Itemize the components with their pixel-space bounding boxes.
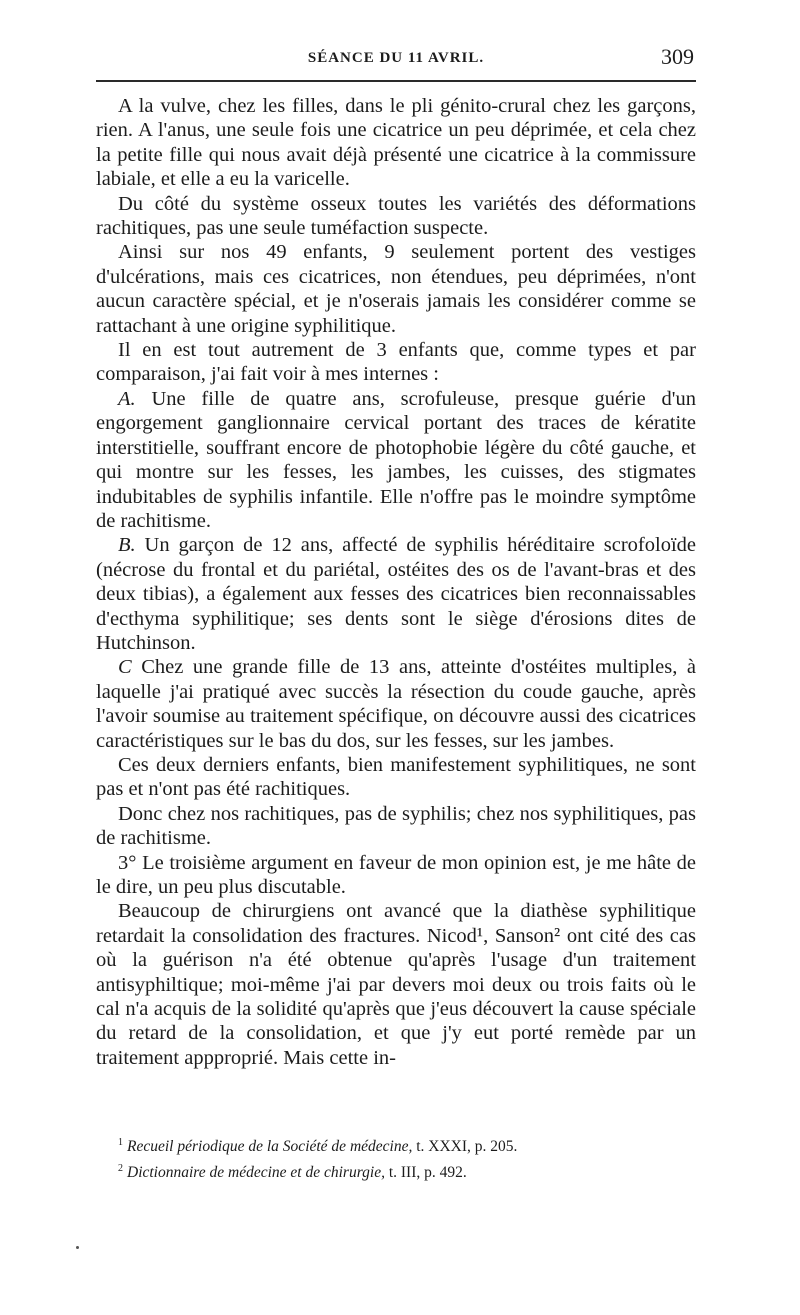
paragraph-text: Il en est tout autrement de 3 enfants que, comme types et par comparaison, j'ai fait voir à mes internes : xyxy=(96,339,696,386)
paragraph xyxy=(96,753,696,802)
footnote-mark: 2 xyxy=(118,1163,123,1175)
paragraph-text: Un garçon de 12 ans, affecté de syphilis héréditaire scrofoloïde (nécrose du frontal et du pariétal, ostéites des os de l'avant-bras et des deux tibias), a également aux fesses des cicatrices bien reconnaissables d'ecthyma syphilitique; ses dents sont le siège d'érosions dites de Hutchinson. xyxy=(96,534,696,654)
case-marker: B. xyxy=(118,534,136,557)
case-marker: A. xyxy=(118,387,136,410)
paragraph-text: Donc chez nos rachitiques, pas de syphilis; chez nos syphilitiques, pas de rachitisme. xyxy=(96,802,696,850)
paragraph xyxy=(96,899,696,1070)
paragraph-text: Une fille de quatre ans, scrofuleuse, presque guérie d'un engorgement ganglionnaire cervical portant des traces de kératite interstitielle, souffrant encore de photophobie légère du côté gauche, et qui montre sur les fesses, les jambes, les cuisses, des stigmates indubitables de syphilis infantile. Elle n'offre pas le moindre symptôme de rachitisme. xyxy=(96,387,696,532)
footnote-ref: t. III, p. 492. xyxy=(384,1164,467,1182)
footnote xyxy=(96,1132,696,1158)
paragraph-text: Du côté du système osseux toutes les variétés des déformations rachitiques, pas une seule tuméfaction suspecte. xyxy=(96,192,696,240)
paragraph-text: Ainsi sur nos 49 enfants, 9 seulement portent des vestiges d'ulcérations, mais ces cicatrices, non étendues, peu déprimées, n'ont aucun caractère spécial, et je n'oserais jamais les considérer comme se rattachant à une origine syphilitique. xyxy=(96,241,696,337)
footnotes xyxy=(96,1132,696,1184)
paragraph xyxy=(96,240,696,338)
paragraph-text: A la vulve, chez les filles, dans le pli génito-crural chez les garçons, rien. A l'anus, une seule fois une cicatrice un peu déprimée, et cela chez la petite fille qui nous avait déjà présenté une cicatrice à la commissure labiale, et elle a eu la varicelle. xyxy=(96,95,696,191)
page-header xyxy=(96,44,696,72)
body-text xyxy=(96,94,696,1070)
paragraph xyxy=(96,802,696,851)
paragraph xyxy=(96,192,696,241)
paragraph xyxy=(96,338,696,387)
footnote-ref: t. XXXI, p. 205. xyxy=(412,1138,518,1156)
paragraph-text: Ces deux derniers enfants, bien manifestement syphilitiques, ne sont pas et n'ont pas été rachitiques. xyxy=(96,753,696,801)
page-number: 309 xyxy=(661,44,694,69)
footnote xyxy=(96,1158,696,1184)
header-rule xyxy=(96,80,696,82)
ink-speck xyxy=(76,1246,79,1249)
footnote-title: Recueil périodique de la Société de médecine, xyxy=(127,1138,413,1156)
paragraph xyxy=(96,94,696,192)
case-paragraph-c xyxy=(96,655,696,753)
paragraph-text: Beaucoup de chirurgiens ont avancé que la diathèse syphilitique retardait la consolidation des fractures. Nicod¹, Sanson² ont cité des cas où la guérison n'a été obtenue qu'après l'usage d'un traitement antisyphiltique; moi-même j'ai par devers moi deux ou trois faits où le cal n'a acquis de la solidité qu'après que j'eus découvert la cause spéciale du retard de la consolidation, et que j'y eut porté remède par un traitement appproprié. Mais cette in- xyxy=(96,900,696,1069)
paragraph xyxy=(96,851,696,900)
footnote-mark: 1 xyxy=(118,1137,123,1148)
case-paragraph-b xyxy=(96,533,696,655)
running-head: SÉANCE DU 11 AVRIL. xyxy=(307,50,485,66)
paragraph-text: 3° Le troisième argument en faveur de mon opinion est, je me hâte de le dire, un peu plus discutable. xyxy=(96,851,696,898)
paragraph-text: Chez une grande fille de 13 ans, atteinte d'ostéites multiples, à laquelle j'ai pratiqué avec succès la résection du coude gauche, après l'avoir soumise au traitement spécifique, on découvre aussi des cicatrices caractéristiques sur le bas du dos, sur les fesses, sur les jambes. xyxy=(96,656,696,752)
case-paragraph-a xyxy=(96,387,696,533)
footnote-title: Dictionnaire de médecine et de chirurgie, xyxy=(127,1164,385,1182)
case-marker: C xyxy=(118,656,132,679)
